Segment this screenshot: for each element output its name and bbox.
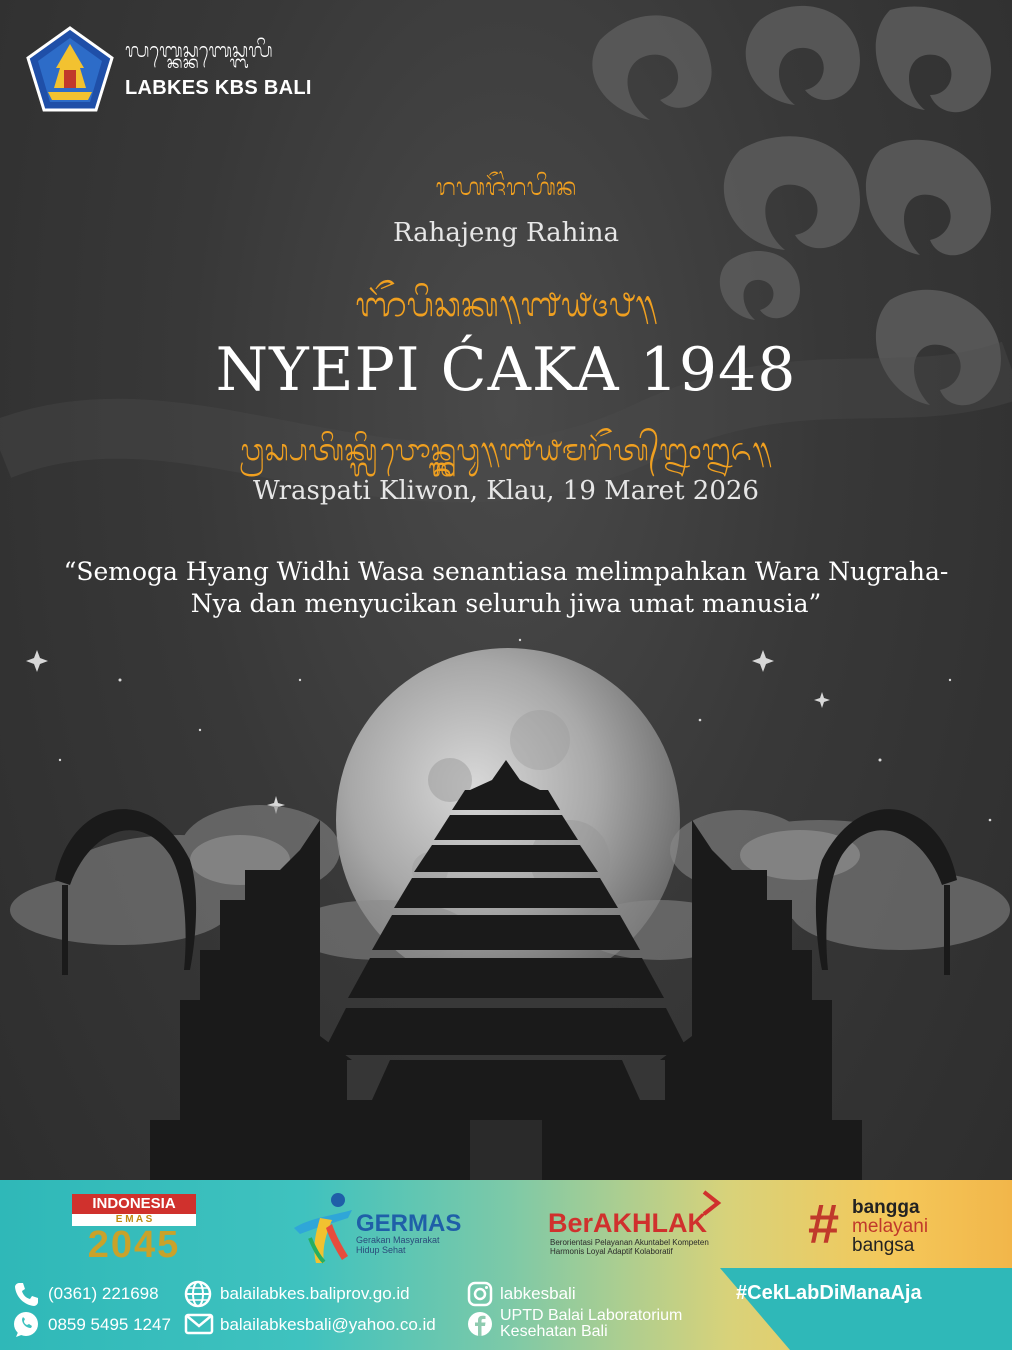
hashtag-background [720, 1268, 1012, 1350]
greeting-balinese: ᬭᬳᬚᭂᬂᬭᬳᬶᬦ [435, 173, 577, 201]
facebook-name-line-2[interactable]: Kesehatan Bali [500, 1323, 608, 1340]
indonesia-emas-mid: E M A S [72, 1214, 196, 1226]
instagram-handle[interactable]: labkesbali [500, 1284, 576, 1303]
germas-figure-icon [290, 1188, 360, 1268]
berakhlak-title: BerAKHLAK [548, 1208, 708, 1238]
org-name: LABKES KBS BALI [125, 77, 312, 99]
indonesia-emas-top: INDONESIA [72, 1194, 196, 1214]
date-balinese: ᬯ᭄ᬭᬲ᭄ᬧᬢᬶᬓ᭄ᬮᬶᬯᭀᬦ᭄ᬓ᭄ᬮᬯᬸ᭟᭑᭙ᬫᬭᭂᬢ᭄᭒᭐᭒᭖᭟ [240, 433, 772, 468]
phone-icon [12, 1280, 40, 1308]
facebook-name-line-1[interactable]: UPTD Balai Laboratorium [500, 1307, 683, 1324]
footer [0, 1180, 1012, 1350]
bali-province-logo [26, 26, 114, 114]
berakhlak-subtitle-2: Harmonis Loyal Adaptif Kolaboratif [550, 1247, 673, 1256]
hashtag-text: #CekLabDiManaAja [736, 1282, 922, 1304]
page-title: NYEPI ĆAKA 1948 [215, 335, 797, 405]
bangga-line-3: bangsa [852, 1235, 915, 1256]
globe-icon [184, 1280, 212, 1308]
hash-icon: # [808, 1192, 840, 1255]
temple-silhouette [0, 760, 1012, 1180]
title-balinese: ᬜᭂᬧᬶᬘᬓ᭟᭑᭙᭔᭘᭟ [355, 285, 657, 325]
quote-text: “Semoga Hyang Widhi Wasa senantiasa melimpahkan Wara Nugraha-Nya dan menyucikan seluruh jiwa umat manusia” [63, 557, 949, 618]
bangga-line-2: melayani [852, 1216, 929, 1237]
whatsapp-icon [12, 1310, 40, 1338]
bangga-line-1: bangga [852, 1197, 920, 1218]
org-name-balinese: ᬮᬩ᭄ᬓᬾᬲ᭄ᬓᬩᬾᬲ᭄ᬩᬮᬶ [125, 38, 273, 62]
website-link[interactable]: balailabkes.baliprov.go.id [220, 1284, 410, 1303]
berakhlak-subtitle-1: Berorientasi Pelayanan Akuntabel Kompeten [550, 1238, 709, 1247]
facebook-icon [466, 1310, 494, 1338]
germas-subtitle-1: Gerakan Masyarakat [356, 1235, 440, 1245]
phone-number[interactable]: (0361) 221698 [48, 1284, 159, 1303]
email-link[interactable]: balailabkesbali@yahoo.co.id [220, 1315, 436, 1334]
indonesia-emas-logo [72, 1194, 196, 1266]
mail-icon [184, 1310, 214, 1338]
indonesia-emas-year: 2045 [87, 1224, 181, 1266]
berakhlak-arrow-icon [700, 1190, 722, 1216]
whatsapp-number[interactable]: 0859 5495 1247 [48, 1315, 171, 1334]
germas-subtitle-2: Hidup Sehat [356, 1245, 406, 1255]
germas-title: GERMAS [356, 1210, 462, 1237]
date-text: Wraspati Kliwon, Klau, 19 Maret 2026 [253, 476, 759, 506]
instagram-icon [466, 1280, 494, 1308]
greeting-text: Rahajeng Rahina [392, 218, 619, 248]
